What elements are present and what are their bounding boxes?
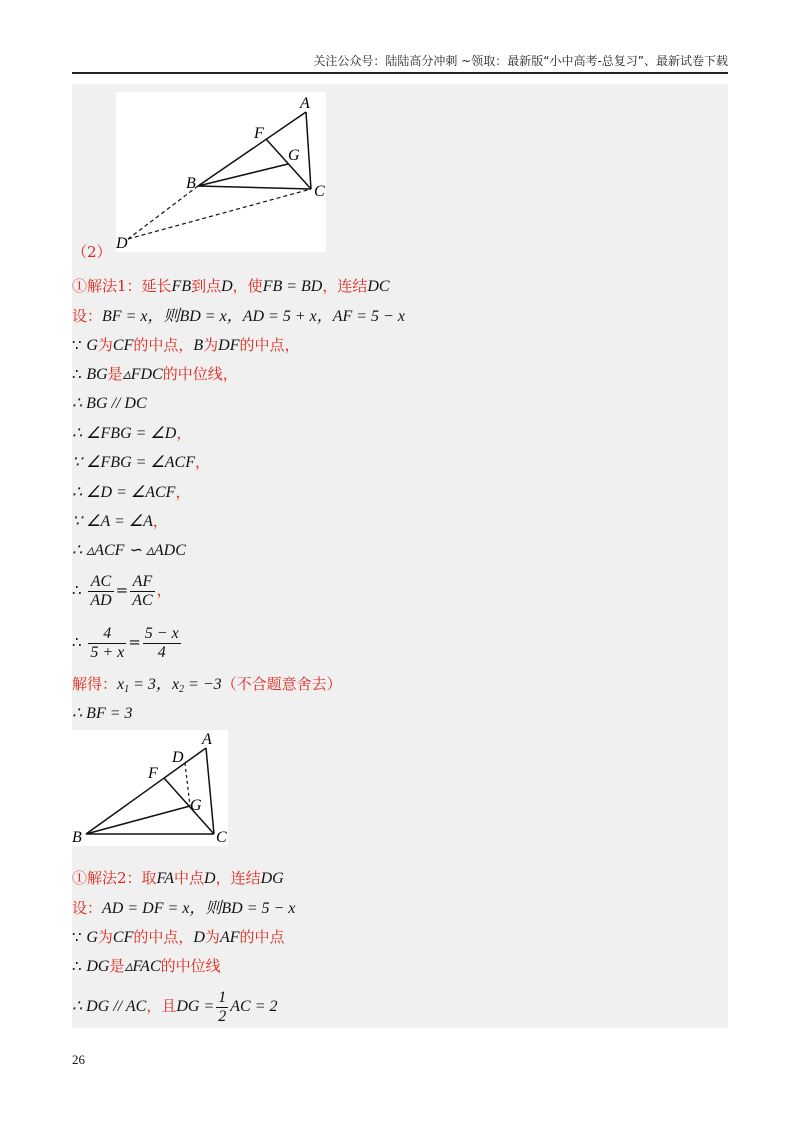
m2-s3-g: G — [86, 929, 98, 946]
m1-s3-wei2: 为 — [203, 336, 219, 354]
m1-s8-math: ∴ ∠D = ∠ACF — [72, 484, 176, 501]
solution-content — [72, 84, 728, 1028]
m1-step14: ∴ BF = 3 — [72, 705, 133, 722]
m2-s3-wei2: 为 — [204, 928, 220, 946]
m1-s12-frac2 — [143, 625, 181, 662]
m2-s5-dg: DG = — [176, 998, 215, 1015]
label-D: D — [172, 749, 184, 766]
m1-step4 — [72, 364, 238, 385]
m2-s4-midline: 的中位线 — [160, 957, 221, 975]
m2-step4 — [72, 956, 221, 977]
m1-s3-mid: 的中点， — [133, 336, 194, 354]
page-header: 关注公众号：陆陆高分冲刺 ~领取：最新版“小中高考-总复习”、最新试卷下载 — [313, 54, 728, 68]
m1-title-dc: DC — [367, 278, 390, 295]
page-number: 26 — [72, 1052, 85, 1067]
segment-BC — [198, 186, 311, 189]
m2-s3-wei: 为 — [97, 928, 113, 946]
m1-step13 — [72, 674, 342, 700]
m1-s12-eq: = — [128, 633, 141, 651]
m1-step6 — [72, 423, 191, 444]
m1-title-connect: ，连结 — [322, 277, 368, 295]
m1-s9-comma: ， — [152, 512, 168, 530]
m1-s11-frac2 — [130, 573, 154, 610]
m2-let-line — [72, 898, 295, 919]
m1-s13-sub1: 1 — [124, 684, 130, 695]
m1-s11-n1: AC — [88, 573, 113, 592]
m1-s4-bg: BG — [86, 366, 108, 383]
m1-s11-eq: = — [115, 581, 129, 599]
m1-title-eq: FB = BD — [262, 278, 323, 295]
m1-s3-wei: 为 — [97, 336, 113, 354]
part-label: （2） — [72, 243, 112, 261]
m1-s13-x2: x — [171, 676, 180, 693]
m2-s4-is: 是 — [109, 957, 125, 975]
label-G: G — [288, 147, 300, 164]
m2-s4-tri: ▵FAC — [124, 958, 161, 975]
m1-s12-n1: 4 — [88, 625, 126, 644]
m1-let-expr: BF = x，则BD = x，AD = 5 + x，AF = 5 − x — [102, 308, 405, 325]
m2-let: 设： — [72, 899, 103, 917]
m2-s4-dg: DG — [86, 958, 110, 975]
segment-BA — [86, 748, 206, 834]
m1-s11-d1: AD — [90, 591, 112, 609]
label-B: B — [186, 175, 196, 192]
m1-s7-comma: ， — [194, 453, 210, 471]
m2-s5-num: 1 — [218, 988, 227, 1006]
label-C: C — [314, 183, 325, 200]
m1-s12-d1: 5 + x — [90, 643, 125, 661]
label-F: F — [254, 125, 264, 142]
m2-step5 — [72, 986, 278, 1027]
figure-2 — [72, 730, 228, 846]
m1-step7 — [72, 452, 210, 473]
m2-s3-cf: CF — [112, 929, 134, 946]
figure-1 — [116, 92, 326, 252]
m1-s7-math: ∵ ∠FBG = ∠ACF — [72, 454, 195, 471]
m1-step3 — [72, 335, 300, 356]
m2-title-dg: DG — [260, 870, 284, 887]
m1-step5: ∴ BG // DC — [72, 395, 147, 412]
m1-s11-frac1 — [88, 573, 113, 610]
label-D: D — [116, 235, 128, 252]
m2-s4-therefore: ∴ — [72, 957, 87, 975]
m1-title-d: D — [221, 278, 233, 295]
triangle-diagram-2 — [72, 730, 228, 846]
m1-step10: ∴ ▵ACF ∽ ▵ADC — [72, 542, 186, 559]
m1-s3-df: DF — [218, 337, 240, 354]
m2-s3-mid2: 的中点 — [239, 928, 285, 946]
m1-s12-frac1 — [88, 625, 126, 662]
m1-s4-midline: 的中位线， — [162, 365, 238, 383]
segment-BG — [86, 806, 190, 834]
segment-AC — [206, 748, 214, 834]
m1-title-to: 到点 — [191, 277, 222, 295]
m2-title-d: D — [204, 870, 216, 887]
header-rule — [72, 72, 728, 74]
method1-title — [72, 276, 390, 297]
m2-title-text: ①解法2：取 — [72, 869, 157, 887]
m1-s12-n2: 5 − x — [144, 624, 179, 642]
label-G: G — [190, 797, 202, 814]
m1-s13-x1: x — [117, 676, 125, 693]
m1-let-line — [72, 306, 405, 327]
m1-s4-therefore: ∴ — [72, 365, 87, 383]
m1-step8 — [72, 482, 190, 503]
m1-s13-solve: 解得： — [72, 675, 118, 693]
m2-s5-half — [216, 989, 228, 1026]
m2-let-expr: AD = DF = x，则BD = 5 − x — [102, 900, 296, 917]
m1-s4-tri: ▵FDC — [122, 366, 163, 383]
label-A: A — [300, 95, 310, 112]
m2-step3 — [72, 927, 285, 948]
segment-BD-dashed — [128, 186, 198, 239]
label-A: A — [202, 731, 212, 748]
m1-title-make: ，使 — [232, 277, 263, 295]
m1-title-text: ①解法1：延长 — [72, 277, 172, 295]
m1-s3-cf: CF — [112, 337, 134, 354]
m2-s5-den: 2 — [218, 1007, 227, 1025]
m1-s6-comma: ， — [176, 424, 192, 442]
m1-s11-n2: AF — [130, 573, 154, 592]
m2-title-fa: FA — [156, 870, 175, 887]
m1-s3-mid2: 的中点， — [239, 336, 300, 354]
m1-s9-math: ∵ ∠A = ∠A — [72, 513, 153, 530]
segment-DC-dashed — [128, 189, 311, 239]
m2-s3-because: ∵ — [72, 928, 87, 946]
label-B: B — [72, 829, 82, 846]
m2-s3-af: AF — [219, 929, 240, 946]
m1-s13-sub2: 2 — [179, 684, 185, 695]
m1-s13-v1: = 3， — [129, 676, 172, 693]
m1-title-fb: FB — [171, 278, 192, 295]
m2-s5-ac: AC = 2 — [230, 998, 278, 1015]
m1-step11 — [72, 570, 172, 610]
m1-s6-math: ∴ ∠FBG = ∠D — [72, 425, 177, 442]
m1-s12-therefore: ∴ — [72, 633, 87, 651]
m1-s3-b: B — [193, 337, 204, 354]
m1-s13-note: （不合题意舍去） — [221, 675, 342, 693]
m2-s3-d: D — [193, 929, 205, 946]
m2-s5-parallel: ∴ DG // AC — [72, 998, 147, 1015]
m2-s5-and: ，且 — [146, 997, 177, 1015]
m1-s13-v2: = −3 — [184, 676, 222, 693]
m1-s3-g: G — [86, 337, 98, 354]
m1-s3-because: ∵ — [72, 336, 87, 354]
m1-step9 — [72, 511, 168, 532]
m2-title-mid: 中点 — [174, 869, 205, 887]
m1-step12 — [72, 622, 183, 662]
m2-s3-mid: 的中点， — [133, 928, 194, 946]
label-C: C — [216, 829, 227, 846]
m1-let: 设： — [72, 307, 103, 325]
m1-s11-therefore: ∴ — [72, 581, 87, 599]
m1-s8-comma: ， — [175, 483, 191, 501]
segment-BG — [198, 164, 288, 186]
method2-title — [72, 868, 284, 889]
triangle-diagram-1 — [116, 92, 326, 252]
label-F: F — [148, 765, 158, 782]
m1-s11-comma: ， — [156, 581, 172, 599]
segment-AC — [306, 112, 311, 189]
m2-title-connect: ，连结 — [215, 869, 261, 887]
m1-s4-is: 是 — [107, 365, 123, 383]
m1-s12-d2: 4 — [157, 643, 166, 661]
m1-s11-d2: AC — [132, 591, 153, 609]
